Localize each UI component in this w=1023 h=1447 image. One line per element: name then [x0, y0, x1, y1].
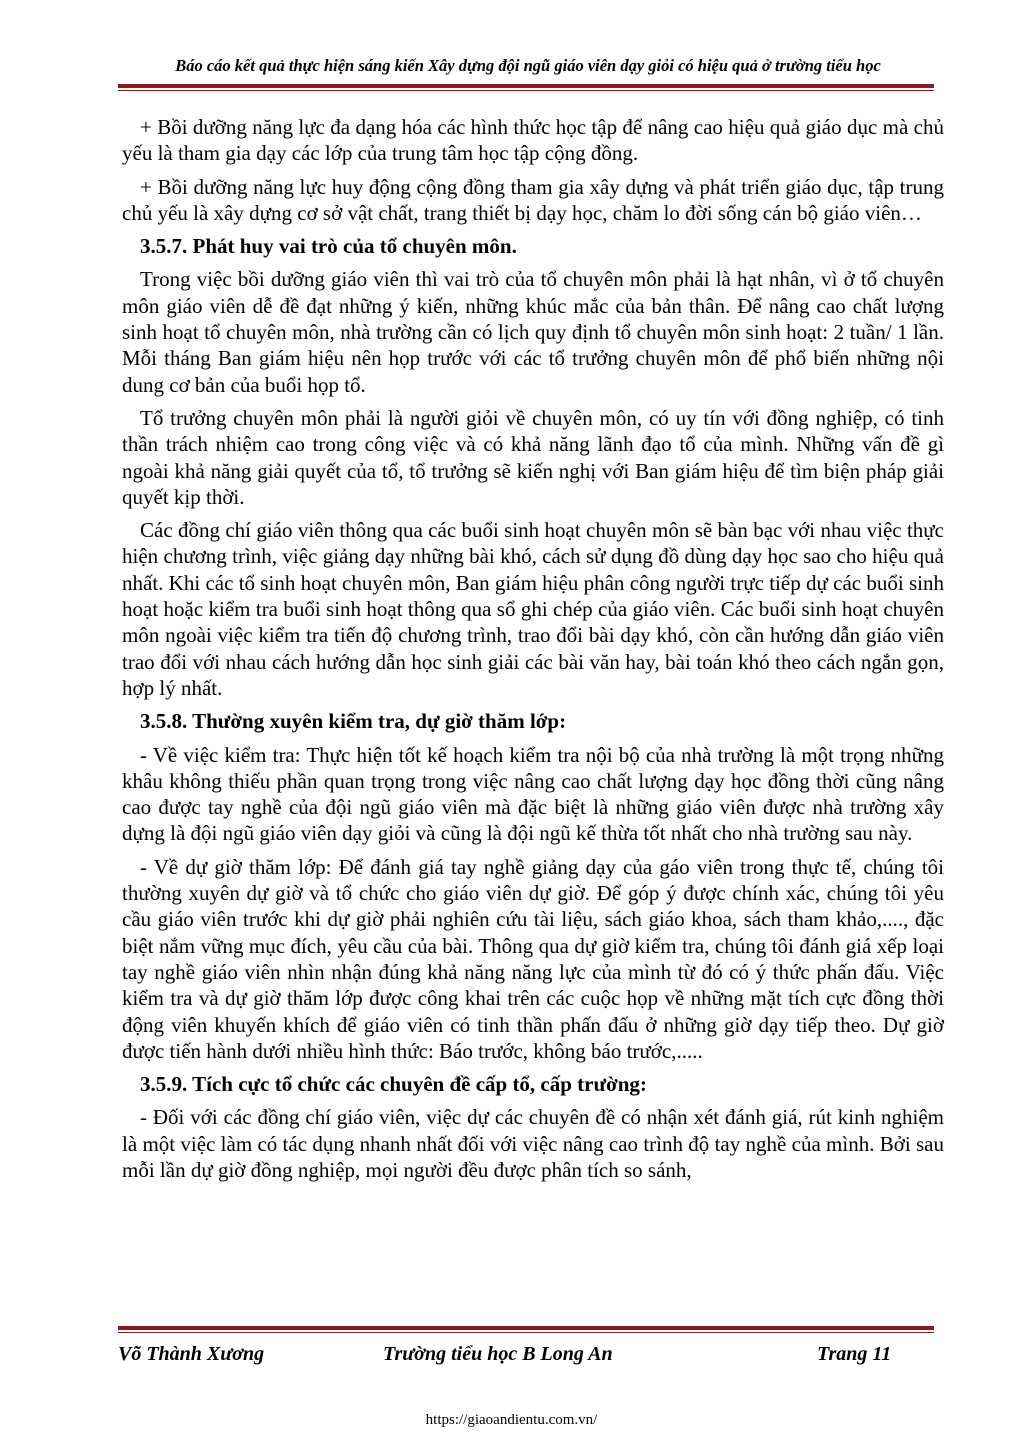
footer-page-number: Trang 11	[817, 1343, 892, 1365]
footer-school: Trường tiểu học B Long An	[383, 1343, 613, 1365]
paragraph: Trong việc bồi dưỡng giáo viên thì vai trò của tổ chuyên môn phải là hạt nhân, vì ở tổ chuyên môn giáo viên dễ đề đạt những ý kiến, những khúc mắc của bản thân. Để nâng cao chất lượng sinh hoạt tổ chuyên môn, nhà trường cần có lịch quy định tổ chuyên môn sinh hoạt: 2 tuần/ 1 lần. Mỗi tháng Ban giám hiệu nên họp trước với các tổ trưởng chuyên môn để phổ biến những nội dung cơ bản của buổi họp tổ.	[122, 267, 944, 397]
document-body	[122, 114, 944, 1190]
paragraph: Tổ trưởng chuyên môn phải là người giỏi về chuyên môn, có uy tín với đồng nghiệp, có tinh thần trách nhiệm cao trong công việc và có khả năng lãnh đạo tổ của mình. Những vấn đề gì ngoài khả năng giải quyết của tổ, tổ trưởng sẽ kiến nghị với Ban giám hiệu để tìm biện pháp giải quyết kịp thời.	[122, 405, 944, 509]
footer-author: Võ Thành Xương	[118, 1343, 265, 1365]
section-heading: 3.5.7. Phát huy vai trò của tổ chuyên môn.	[140, 234, 517, 259]
source-url: https://giaoandientu.com.vn/	[425, 1412, 598, 1428]
paragraph: + Bồi dưỡng năng lực đa dạng hóa các hình thức học tập để nâng cao hiệu quả giáo dục mà chủ yếu là tham gia dạy các lớp của trung tâm học tập cộng đồng.	[122, 115, 944, 166]
section-heading: 3.5.8. Thường xuyên kiểm tra, dự giờ thăm lớp:	[140, 709, 567, 734]
footer-divider	[118, 1326, 934, 1333]
paragraph: Các đồng chí giáo viên thông qua các buổi sinh hoạt chuyên môn sẽ bàn bạc với nhau việc thực hiện chương trình, việc giảng dạy những bài khó, cách sử dụng đồ dùng dạy học sao cho hiệu quả nhất. Khi các tổ sinh hoạt chuyên môn, Ban giám hiệu phân công người trực tiếp dự các buổi sinh hoạt hoặc kiểm tra buổi sinh hoạt thông qua sổ ghi chép của giáo viên. Các buổi sinh hoạt chuyên môn ngoài việc kiểm tra tiến độ chương trình, trao đổi bài dạy khó, còn cần hướng dẫn giáo viên trao đổi với nhau cách hướng dẫn học sinh giải các bài văn hay, bài toán khó theo cách ngắn gọn, hợp lý nhất.	[122, 518, 944, 700]
header-divider	[118, 84, 934, 91]
paragraph: - Về việc kiểm tra: Thực hiện tốt kế hoạch kiểm tra nội bộ của nhà trường là một trọng những khâu không thiếu phần quan trọng trong việc nâng cao chất lượng dạy học đồng thời cũng nâng cao được tay nghề của đội ngũ giáo viên mà đặc biệt là những giáo viên được nhà trường xây dựng là đội ngũ giáo viên dạy giỏi và cũng là đội ngũ kế thừa tốt nhất cho nhà trường sau này.	[122, 742, 944, 846]
section-heading: 3.5.9. Tích cực tổ chức các chuyên đề cấp tổ, cấp trường:	[140, 1072, 647, 1097]
page-header: Báo cáo kết quả thực hiện sáng kiến Xây dựng đội ngũ giáo viên dạy giỏi có hiệu quả ở trường tiểu học	[175, 56, 881, 75]
paragraph: + Bồi dưỡng năng lực huy động cộng đồng tham gia xây dựng và phát triển giáo dục, tập trung chủ yếu là xây dựng cơ sở vật chất, trang thiết bị dạy học, chăm lo đời sống cán bộ giáo viên…	[122, 174, 944, 225]
paragraph: - Đối với các đồng chí giáo viên, việc dự các chuyên đề có nhận xét đánh giá, rút kinh nghiệm là một việc làm có tác dụng nhanh nhất đối với việc nâng cao trình độ tay nghề của mình. Bởi sau mỗi lần dự giờ đồng nghiệp, mọi người đều được phân tích so sánh,	[122, 1105, 944, 1182]
paragraph: - Về dự giờ thăm lớp: Để đánh giá tay nghề giảng dạy của gáo viên trong thực tế, chúng tôi thường xuyên dự giờ và tổ chức cho giáo viên dự giờ. Để góp ý được chính xác, chúng tôi yêu cầu giáo viên trước khi dự giờ phải nghiên cứu tài liệu, sách giáo khoa, sách tham khảo,...., đặc biệt nắm vững mục đích, yêu cầu của bài. Thông qua dự giờ kiểm tra, chúng tôi đánh giá xếp loại tay nghề giáo viên nhìn nhận đúng khả năng năng lực của mình từ đó có ý thức phấn đấu. Việc kiểm tra và dự giờ thăm lớp được công khai trên các cuộc họp về những mặt tích cực đồng thời động viên khuyến khích để giáo viên có tinh thần phấn đấu ở những giờ dạy tiếp theo. Dự giờ được tiến hành dưới nhiều hình thức: Báo trước, không báo trước,.....	[122, 854, 944, 1063]
